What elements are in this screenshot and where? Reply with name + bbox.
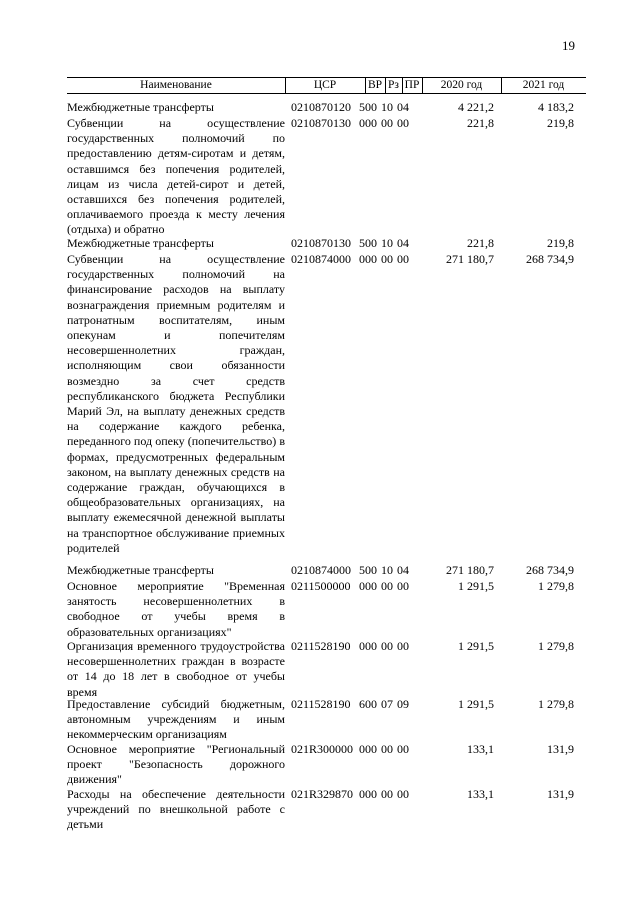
row-csr: 0211528190 (291, 639, 351, 653)
row-2021: 219,8 (547, 116, 574, 130)
row-2021: 131,9 (547, 742, 574, 756)
row-codes: 500 10 04 (359, 236, 409, 250)
row-2021: 1 279,8 (538, 639, 574, 653)
row-2020: 221,8 (467, 116, 494, 130)
row-2021: 219,8 (547, 236, 574, 250)
row-csr: 0210870130 (291, 236, 351, 250)
row-2021: 131,9 (547, 787, 574, 801)
row-codes: 000 00 00 (359, 579, 409, 593)
header-csr: ЦСР (313, 79, 337, 91)
row-csr: 0210874000 (291, 563, 351, 577)
row-codes: 000 00 00 (359, 639, 409, 653)
table-header (67, 77, 586, 94)
row-2021: 268 734,9 (526, 563, 574, 577)
row-name: Субвенции на осуществление государственных полномочий по предоставлению детям-сиротам и детям, оставшимся без попечения родителей, лицам из числа детей-сирот и детей, оставшихся без попечения родителей, оплачиваемого проезда к месту лечения (отдыха) и обратно (67, 116, 285, 237)
row-name: Субвенции на осуществление государственных полномочий на финансирование расходов на выплату вознаграждения приемным родителям и патронатным воспитателям, иным опекунам и попечителям несовершеннолетних граждан, исполняющим свои обязанности возмездно за счет средств республиканского бюджета Республики Марий Эл, на выплату денежных средств на содержание каждого ребенка, переданного под опеку (попечительство) в формах, предусмотренных федеральным законом, на выплату денежных средств на содержание граждан, обучающихся в общеобразовательных организациях, на выплату ежемесячной денежной выплаты на транспортное обслуживание приемных родителей (67, 252, 285, 555)
row-2021: 268 734,9 (526, 252, 574, 266)
row-2020: 133,1 (467, 787, 494, 801)
header-2021: 2021 год (522, 79, 565, 91)
row-codes: 000 00 00 (359, 252, 409, 266)
row-name: Основное мероприятие "Региональный проект "Безопасность дорожного движения" (67, 742, 285, 787)
row-name: Предоставление субсидий бюджетным, автономным учреждениям и иным некоммерческим организациям (67, 697, 285, 742)
header-name: Наименование (140, 79, 212, 91)
row-codes: 000 00 00 (359, 116, 409, 130)
row-codes: 000 00 00 (359, 742, 409, 756)
row-csr: 0211500000 (291, 579, 351, 593)
row-2020: 4 221,2 (458, 100, 494, 114)
row-name: Организация временного трудоустройства несовершеннолетних граждан в возрасте от 14 до 18 лет в свободное от учебы время (67, 639, 285, 699)
row-csr: 0211528190 (291, 697, 351, 711)
row-name: Основное мероприятие "Временная занятость несовершеннолетних в свободное от учебы время в образовательных организациях" (67, 579, 285, 639)
row-name: Расходы на обеспечение деятельности учреждений по внешкольной работе с детьми (67, 787, 285, 832)
row-2020: 1 291,5 (458, 639, 494, 653)
row-codes: 500 10 04 (359, 100, 409, 114)
page-number: 19 (562, 38, 575, 53)
row-2021: 1 279,8 (538, 579, 574, 593)
row-name: Межбюджетные трансферты (67, 100, 214, 114)
row-name: Межбюджетные трансферты (67, 236, 214, 250)
row-2020: 271 180,7 (446, 252, 494, 266)
row-csr: 0210870130 (291, 116, 351, 130)
header-rz: Рз (388, 79, 399, 91)
row-2020: 221,8 (467, 236, 494, 250)
row-2021: 4 183,2 (538, 100, 574, 114)
header-2020: 2020 год (440, 79, 483, 91)
row-2020: 1 291,5 (458, 697, 494, 711)
row-2021: 1 279,8 (538, 697, 574, 711)
row-2020: 271 180,7 (446, 563, 494, 577)
row-csr: 0210870120 (291, 100, 351, 114)
row-codes: 600 07 09 (359, 697, 409, 711)
row-csr: 021R329870 (291, 787, 354, 801)
row-codes: 000 00 00 (359, 787, 409, 801)
row-csr: 0210874000 (291, 252, 351, 266)
row-2020: 1 291,5 (458, 579, 494, 593)
header-pr: ПР (404, 79, 420, 91)
row-2020: 133,1 (467, 742, 494, 756)
row-codes: 500 10 04 (359, 563, 409, 577)
row-csr: 021R300000 (291, 742, 354, 756)
row-name: Межбюджетные трансферты (67, 563, 214, 577)
header-vr: ВР (367, 79, 383, 91)
